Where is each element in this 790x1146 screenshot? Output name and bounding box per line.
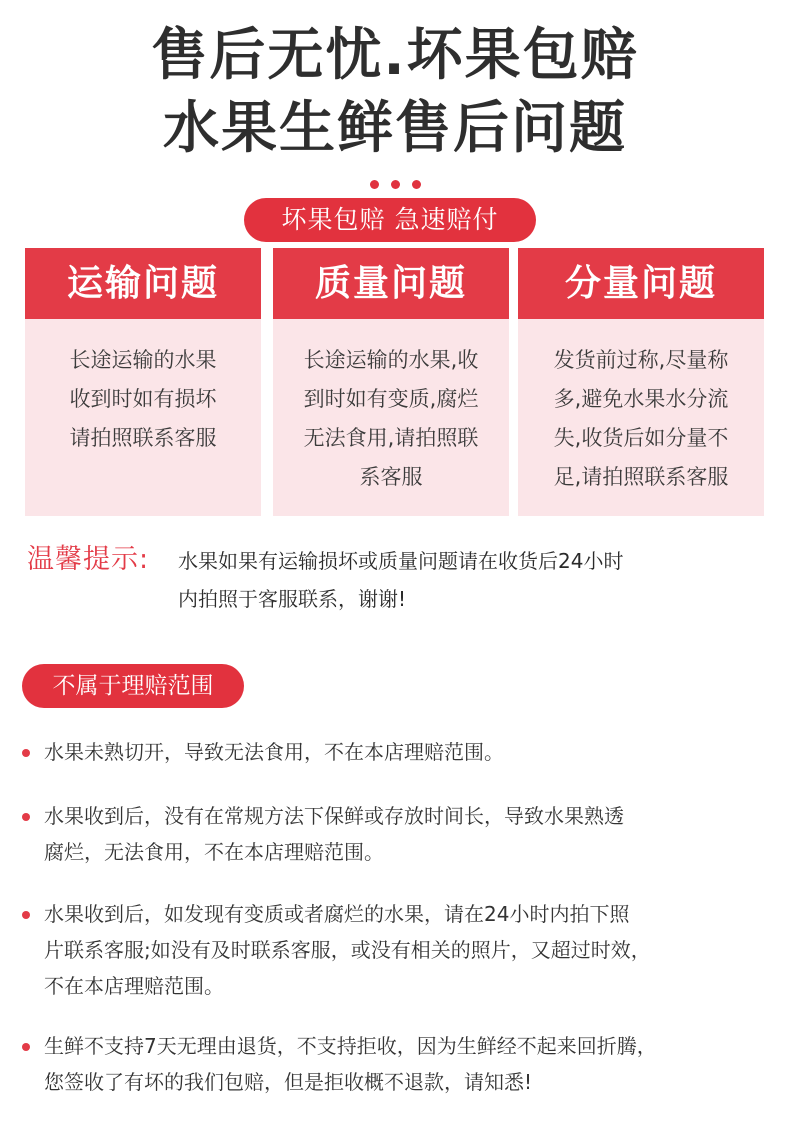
page-title-line2: 水果生鲜售后问题 xyxy=(163,96,627,161)
rule-item xyxy=(22,734,770,770)
card-line: 收到时如有损坏 xyxy=(69,387,217,411)
compensation-badge: 坏果包赔 急速赔付 xyxy=(244,198,536,242)
rule-line: 水果未熟切开，导致无法食用，不在本店理赔范围。 xyxy=(44,740,504,764)
rule-line: 您签收了有坏的我们包赔，但是拒收概不退款，请知悉! xyxy=(44,1070,533,1094)
dot-icon xyxy=(391,180,400,189)
bullet-icon xyxy=(22,911,30,919)
rule-item xyxy=(22,896,770,1004)
rule-item xyxy=(22,1028,770,1100)
rule-item xyxy=(22,798,770,870)
card-body xyxy=(273,319,509,497)
rule-text xyxy=(44,1028,770,1100)
scope-badge: 不属于理赔范围 xyxy=(22,664,244,708)
card-title: 分量问题 xyxy=(518,248,764,319)
rule-line: 腐烂，无法食用，不在本店理赔范围。 xyxy=(44,840,384,864)
dot-icon xyxy=(370,180,379,189)
rule-text xyxy=(44,896,770,1004)
card-transport xyxy=(25,248,261,516)
card-line: 多,避免水果水分流 xyxy=(553,387,729,411)
card-weight xyxy=(518,248,764,516)
decorative-dots xyxy=(0,174,790,193)
rule-text xyxy=(44,734,770,770)
card-line: 长途运输的水果 xyxy=(69,348,217,372)
rule-line: 不在本店理赔范围。 xyxy=(44,974,224,998)
tip-line: 水果如果有运输损坏或质量问题请在收货后24小时 xyxy=(178,549,624,573)
card-line: 系客服 xyxy=(359,465,423,489)
card-title: 运输问题 xyxy=(25,248,261,319)
bullet-icon xyxy=(22,1043,30,1051)
dot-icon xyxy=(412,180,421,189)
rule-line: 片联系客服;如没有及时联系客服，或没有相关的照片，又超过时效， xyxy=(44,938,651,962)
tip-line: 内拍照于客服联系，谢谢! xyxy=(178,587,407,611)
rule-text xyxy=(44,798,770,870)
card-title: 质量问题 xyxy=(273,248,509,319)
page-title-line1: 售后无忧.坏果包赔 xyxy=(151,23,639,88)
rule-line: 水果收到后，没有在常规方法下保鲜或存放时间长，导致水果熟透 xyxy=(44,804,624,828)
card-body xyxy=(518,319,764,497)
rule-line: 水果收到后，如发现有变质或者腐烂的水果，请在24小时内拍下照 xyxy=(44,902,630,926)
bullet-icon xyxy=(22,813,30,821)
rule-line: 生鲜不支持7天无理由退货，不支持拒收，因为生鲜经不起来回折腾， xyxy=(44,1034,657,1058)
card-quality xyxy=(273,248,509,516)
tip-label: 温馨提示: xyxy=(27,544,150,575)
card-line: 足,请拍照联系客服 xyxy=(553,465,729,489)
card-line: 到时如有变质,腐烂 xyxy=(303,387,479,411)
card-line: 失,收货后如分量不 xyxy=(553,426,729,450)
card-line: 长途运输的水果,收 xyxy=(303,348,479,372)
tip-text xyxy=(178,542,738,618)
card-line: 发货前过称,尽量称 xyxy=(553,348,729,372)
card-line: 无法食用,请拍照联 xyxy=(303,426,479,450)
card-line: 请拍照联系客服 xyxy=(69,426,217,450)
card-body xyxy=(25,319,261,458)
bullet-icon xyxy=(22,749,30,757)
